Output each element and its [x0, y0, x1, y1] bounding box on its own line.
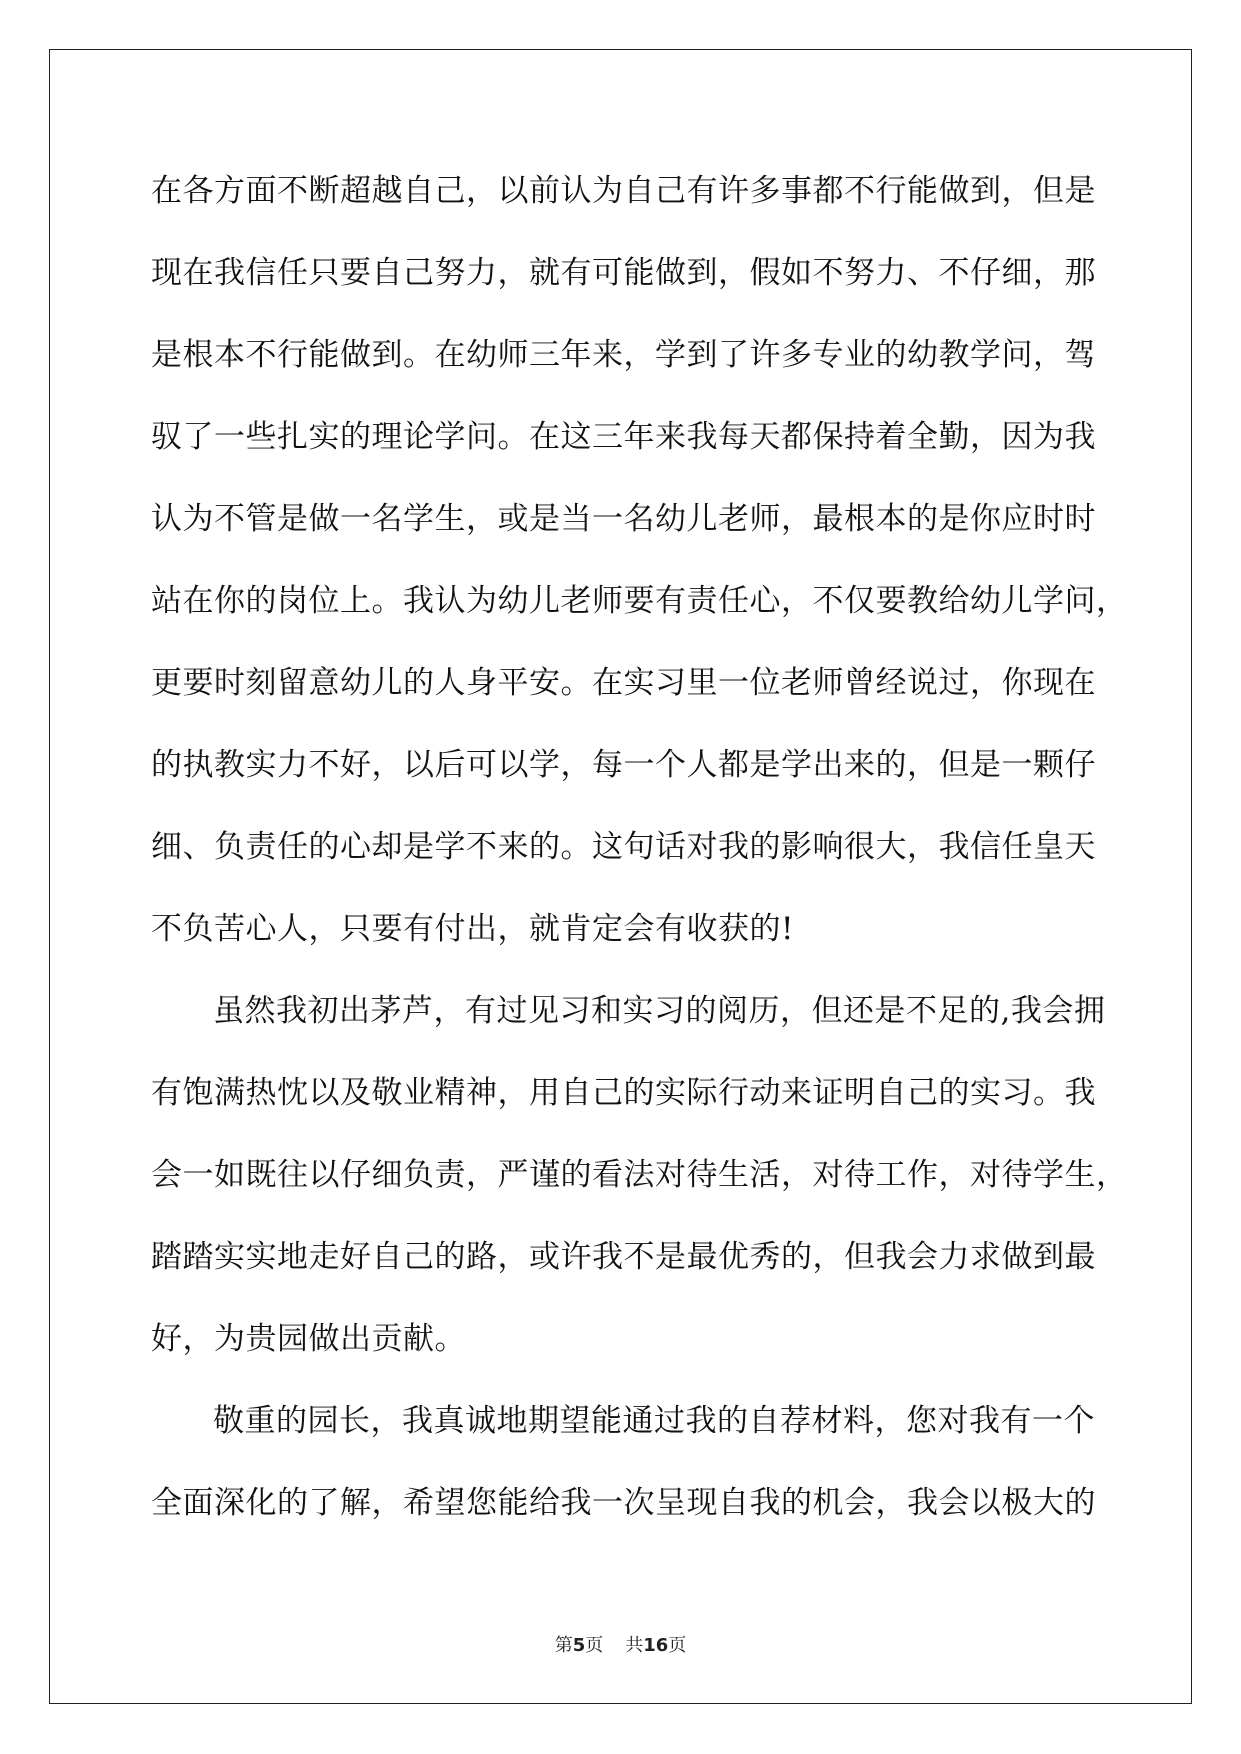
text-line: 踏踏实实地走好自己的路，或许我不是最优秀的，但我会力求做到最 [151, 1239, 1096, 1275]
page-suffix: 页 [585, 1635, 604, 1656]
paragraph-first-line: 虽然我初出茅芦，有过见习和实习的阅历，但还是不足的,我会拥 [213, 993, 1106, 1029]
text-line: 全面深化的了解，希望您能给我一次呈现自我的机会，我会以极大的 [151, 1485, 1096, 1521]
text-line: 是根本不行能做到。在幼师三年来，学到了许多专业的幼教学问，驾 [151, 337, 1096, 373]
text-line: 更要时刻留意幼儿的人身平安。在实习里一位老师曾经说过，你现在 [151, 665, 1096, 701]
text-line: 好，为贵园做出贡献。 [151, 1321, 466, 1357]
page-footer [0, 1631, 1241, 1657]
text-line: 的执教实力不好，以后可以学，每一个人都是学出来的，但是一颗仔 [151, 747, 1096, 783]
text-line: 认为不管是做一名学生，或是当一名幼儿老师，最根本的是你应时时 [151, 501, 1096, 537]
total-suffix: 页 [668, 1635, 687, 1656]
text-line: 驭了一些扎实的理论学问。在这三年来我每天都保持着全勤，因为我 [151, 419, 1096, 455]
document-body [151, 150, 1128, 1544]
paragraph-first-line: 敬重的园长，我真诚地期望能通过我的自荐材料，您对我有一个 [213, 1403, 1095, 1439]
text-line: 有饱满热忱以及敬业精神，用自己的实际行动来证明自己的实习。我 [151, 1075, 1096, 1111]
text-line: 会一如既往以仔细负责，严谨的看法对待生活，对待工作，对待学生， [151, 1157, 1128, 1193]
total-pages: 16 [643, 1635, 669, 1656]
page-prefix: 第 [554, 1635, 573, 1656]
text-line: 细、负责任的心却是学不来的。这句话对我的影响很大，我信任皇天 [151, 829, 1096, 865]
total-prefix: 共 [625, 1635, 644, 1656]
text-line: 不负苦心人，只要有付出，就肯定会有收获的! [151, 911, 794, 947]
text-line: 现在我信任只要自己努力，就有可能做到，假如不努力、不仔细，那 [151, 255, 1096, 291]
text-line: 站在你的岗位上。我认为幼儿老师要有责任心，不仅要教给幼儿学问， [151, 583, 1128, 619]
page-number: 5 [572, 1635, 586, 1656]
text-line: 在各方面不断超越自己，以前认为自己有许多事都不行能做到，但是 [151, 173, 1096, 209]
